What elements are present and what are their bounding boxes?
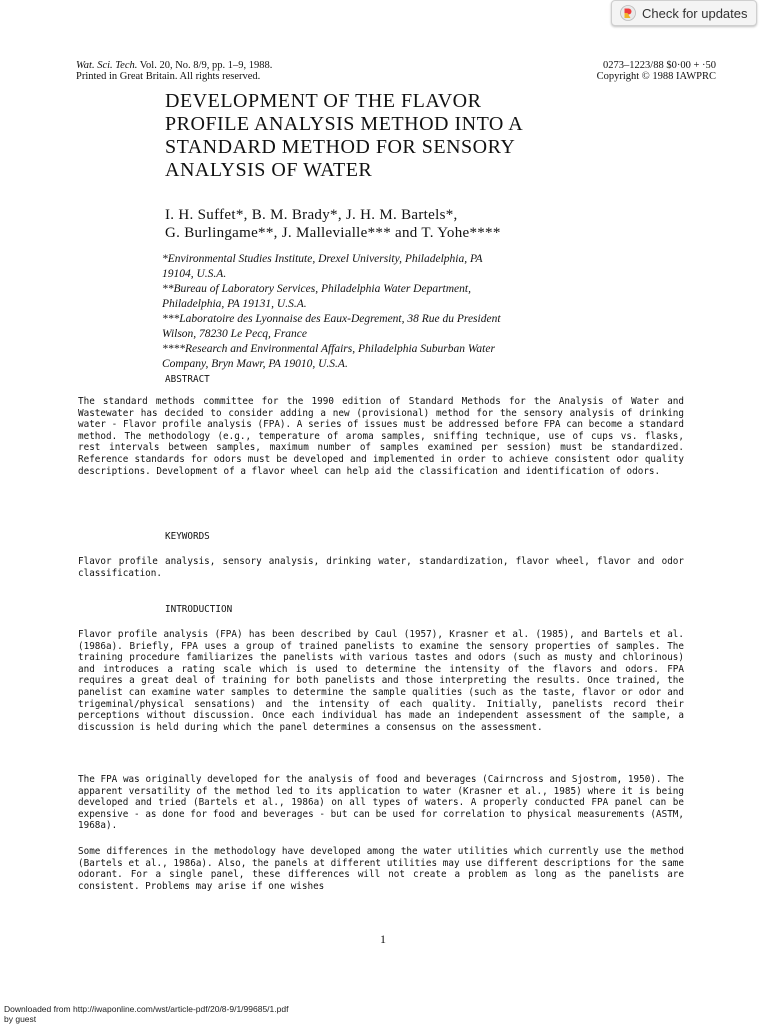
- journal-header: [76, 60, 272, 82]
- affiliation: ***Laboratoire des Lyonnaise des Eaux-Degrement, 38 Rue du President Wilson, 78230 Le Pecq, France: [162, 313, 501, 340]
- introduction-paragraph: Some differences in the methodology have developed among the water utilities which currently use the method (Bartels et al., 1986a). Also, the panels at different utilities may use different descriptions for the same odorant. For a single panel, these differences will not create a problem as long as the panelists are consistent. Problems may arise if one wishes: [78, 846, 684, 892]
- affiliation: ****Research and Environmental Affairs, Philadelphia Suburban Water Company, Bryn Mawr, PA 19010, U.S.A.: [162, 343, 495, 370]
- introduction-paragraph: The FPA was originally developed for the analysis of food and beverages (Cairncross and Sjostrom, 1950). The apparent versatility of the method led to its application to water (Krasner et al., 1985) where it is being developed and tried (Bartels et al., 1986a) on all types of waters. A properly conducted FPA panel can be expensive - as done for food and beverages - but can be used for correlation to physical measurements (ASTM, 1968a).: [78, 774, 684, 832]
- printed-notice: Printed in Great Britain. All rights reserved.: [76, 71, 261, 82]
- page-number: 1: [380, 932, 386, 946]
- download-footer: [4, 1004, 288, 1024]
- abstract-heading: ABSTRACT: [165, 374, 210, 385]
- keywords-text: Flavor profile analysis, sensory analysis, drinking water, standardization, flavor wheel, flavor and odor classification.: [78, 556, 684, 579]
- article-code: 0273–1223/88 $0·00 + ·50: [603, 60, 716, 71]
- journal-citation: Vol. 20, No. 8/9, pp. 1–9, 1988.: [137, 60, 273, 71]
- keywords-heading: KEYWORDS: [165, 531, 210, 542]
- journal-name: Wat. Sci. Tech.: [76, 60, 138, 71]
- affiliations: [162, 252, 622, 372]
- check-for-updates-label: Check for updates: [642, 5, 748, 21]
- affiliation: **Bureau of Laboratory Services, Philadelphia Water Department, Philadelphia, PA 19131, U.S.A.: [162, 283, 471, 310]
- copyright-header: [597, 60, 716, 82]
- introduction-paragraph: Flavor profile analysis (FPA) has been described by Caul (1957), Krasner et al. (1985), and Bartels et al. (1986a). Briefly, FPA uses a group of trained panelists to examine the sensory properties of samples. The training procedure familiarizes the panelists with various tastes and odors (such as musty and chlorinous) and introduces a rating scale which is used to determine the intensity of the flavors and odors. FPA requires a great deal of training for both panelists and those interpreting the results. Once trained, the panelist can examine water samples to determine the sample qualities (such as the taste, flavor or odor and trigeminal/physical sensations) and the intensity of each quality. Initially, panelists record their perceptions without discussion. Once each individual has made an independent assessment of the sample, a discussion is held during which the panel determines a consensus on the assessment.: [78, 629, 684, 733]
- copyright-notice: Copyright © 1988 IAWPRC: [596, 71, 716, 82]
- author-list: I. H. Suffet*, B. M. Brady*, J. H. M. Bartels*, G. Burlingame**, J. Mallevialle*** and T. Yohe****: [165, 207, 501, 241]
- abstract-text: The standard methods committee for the 1990 edition of Standard Methods for the Analysis of Water and Wastewater has decided to consider adding a new (provisional) method for the sensory analysis of drinking water - Flavor profile analysis (FPA). A series of issues must be addressed before FPA can become a standard method. The methodology (e.g., temperature of aroma samples, sniffing technique, use of cups vs. flasks, rest intervals between samples, maximum number of samples examined per session) must be standardized. Reference standards for odors must be developed and implemented in order to achieve consistent odor quality descriptions. Development of a flavor wheel can help aid the classification and identification of odors.: [78, 396, 684, 477]
- check-for-updates-button[interactable]: [611, 0, 757, 26]
- introduction-heading: INTRODUCTION: [165, 604, 233, 615]
- download-source: Downloaded from http://iwaponline.com/wst/article-pdf/20/8-9/1/99685/1.pdf: [4, 1004, 289, 1014]
- affiliation: *Environmental Studies Institute, Drexel University, Philadelphia, PA 19104, U.S.A.: [162, 253, 483, 280]
- download-user: by guest: [4, 1014, 37, 1024]
- paper-title: DEVELOPMENT OF THE FLAVOR PROFILE ANALYSIS METHOD INTO A STANDARD METHOD FOR SENSORY ANALYSIS OF WATER: [165, 90, 524, 181]
- crossmark-icon: [620, 5, 636, 21]
